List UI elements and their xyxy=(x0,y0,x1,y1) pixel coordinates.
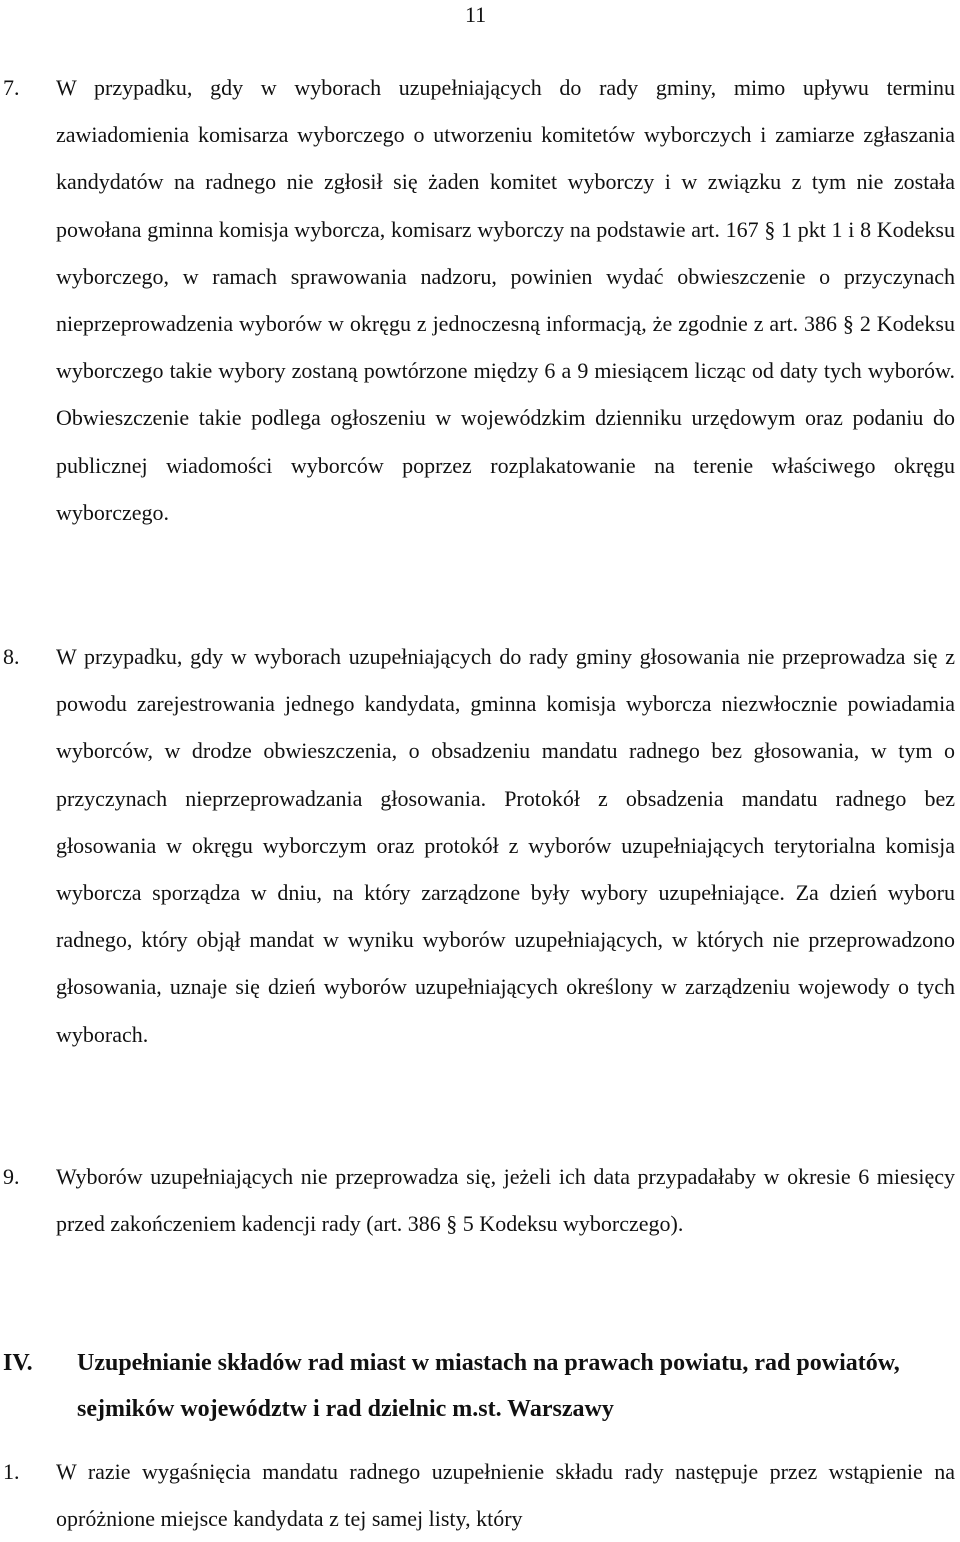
list-item-number: 8. xyxy=(3,644,20,669)
list-item-number: 9. xyxy=(3,1164,20,1189)
section-number: IV. xyxy=(3,1350,33,1376)
section-title: Uzupełnianie składów rad miast w miastach na prawach powiatu, rad powiatów, sejmików województw i rad dzielnic m.st. Warszawy xyxy=(77,1350,900,1422)
page-number: 11 xyxy=(465,2,487,27)
list-item-number: 1. xyxy=(3,1459,20,1484)
list-item-text: W przypadku, gdy w wyborach uzupełniających do rady gminy, mimo upływu terminu zawiadomienia komisarza wyborczego o utworzeniu komitetów wyborczych i zamiarze zgłaszania kandydatów na radnego nie zgłosił się żaden komitet wyborczy i w związku z tym nie została powołana gminna komisja wyborcza, komisarz wyborczy na podstawie art. 167 § 1 pkt 1 i 8 Kodeksu wyborczego, w ramach sprawowania nadzoru, powinien wydać obwieszczenie o przyczynach nieprzeprowadzenia wyborów w okręgu z jednoczesną informacją, że zgodnie z art. 386 § 2 Kodeksu wyborczego takie wybory zostaną powtórzone między 6 a 9 miesiącem licząc od daty tych wyborów. Obwieszczenie takie podlega ogłoszeniu w wojewódzkim dzienniku urzędowym oraz podaniu do publicznej wiadomości wyborców poprzez rozplakatowanie na terenie właściwego okręgu wyborczego. xyxy=(56,75,955,525)
list-item-text: Wyborów uzupełniających nie przeprowadza się, jeżeli ich data przypadałaby w okresie 6 miesięcy przed zakończeniem kadencji rady (art. 386 § 5 Kodeksu wyborczego). xyxy=(56,1164,955,1237)
list-item-text: W razie wygaśnięcia mandatu radnego uzupełnienie składu rady następuje przez wstąpienie na opróżnione miejsce kandydata z tej samej listy, który xyxy=(56,1459,955,1532)
list-item-number: 7. xyxy=(3,75,20,100)
list-item-text: W przypadku, gdy w wyborach uzupełniających do rady gminy głosowania nie przeprowadza się z powodu zarejestrowania jednego kandydata, gminna komisja wyborcza niezwłocznie powiadamia wyborców, w drodze obwieszczenia, o obsadzeniu mandatu radnego bez głosowania, w tym o przyczynach nieprzeprowadzania głosowania. Protokół z obsadzenia mandatu radnego bez głosowania w okręgu wyborczym oraz protokół z wyborów uzupełniających terytorialna komisja wyborcza sporządza w dniu, na który zarządzone były wybory uzupełniające. Za dzień wyboru radnego, który objął mandat w wyniku wyborów uzupełniających, w których nie przeprowadzono głosowania, uznaje się dzień wyborów uzupełniających określony w zarządzeniu wojewody o tych wyborach. xyxy=(56,644,955,1047)
